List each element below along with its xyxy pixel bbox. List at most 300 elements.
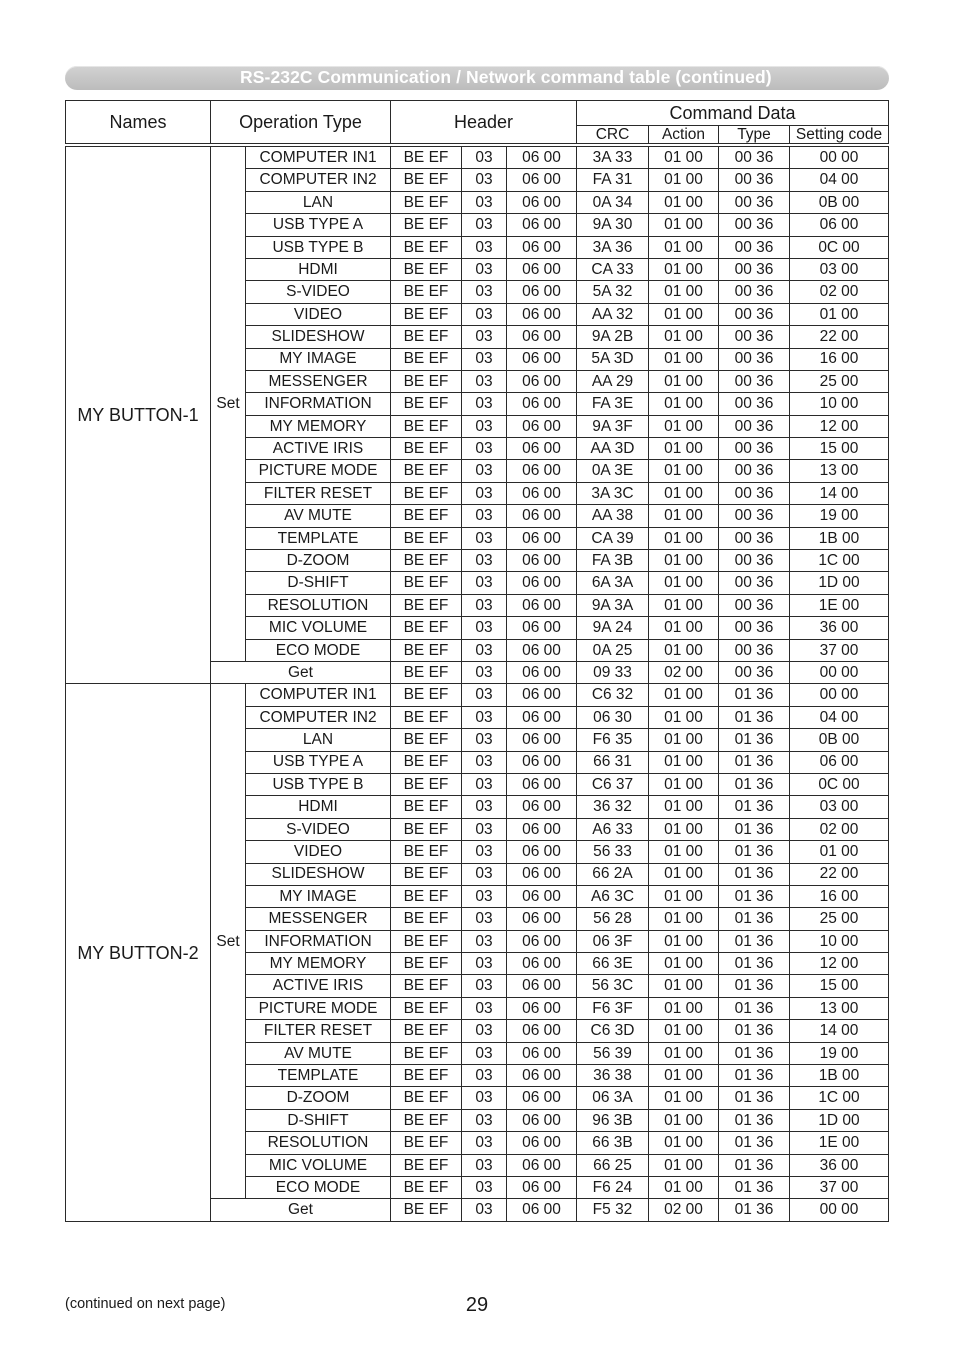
header-byte-2: 03	[462, 370, 507, 392]
action-cell: 01 00	[649, 773, 719, 795]
header-byte-1: BE EF	[391, 841, 462, 863]
action-cell: 01 00	[649, 460, 719, 482]
action-cell: 01 00	[649, 527, 719, 549]
header-byte-2: 03	[462, 975, 507, 997]
header-byte-1: BE EF	[391, 796, 462, 818]
command-table	[65, 100, 889, 1222]
header-byte-2: 03	[462, 393, 507, 415]
group-name: MY BUTTON-2	[66, 684, 211, 1221]
action-cell: 01 00	[649, 281, 719, 303]
action-cell: 01 00	[649, 818, 719, 840]
header-byte-2: 03	[462, 236, 507, 258]
continued-note: (continued on next page)	[65, 1296, 226, 1312]
setting-code-cell: 22 00	[790, 326, 889, 348]
setting-code-cell: 22 00	[790, 863, 889, 885]
setting-code-cell: 0B 00	[790, 729, 889, 751]
type-cell: 01 36	[719, 841, 790, 863]
type-cell: 00 36	[719, 147, 790, 169]
header-byte-3: 06 00	[507, 773, 577, 795]
type-cell: 01 36	[719, 818, 790, 840]
header-byte-3: 06 00	[507, 1199, 577, 1221]
header-byte-3: 06 00	[507, 684, 577, 706]
item-name: HDMI	[246, 796, 391, 818]
crc-cell: 9A 3F	[577, 415, 649, 437]
crc-cell: 9A 2B	[577, 326, 649, 348]
action-cell: 01 00	[649, 594, 719, 616]
header-byte-3: 06 00	[507, 953, 577, 975]
header-byte-2: 03	[462, 303, 507, 325]
action-cell: 01 00	[649, 370, 719, 392]
crc-cell: 3A 33	[577, 147, 649, 169]
header-byte-2: 03	[462, 191, 507, 213]
setting-code-cell: 36 00	[790, 617, 889, 639]
header-byte-2: 03	[462, 482, 507, 504]
crc-cell: 0A 25	[577, 639, 649, 661]
header-byte-2: 03	[462, 639, 507, 661]
action-cell: 01 00	[649, 1065, 719, 1087]
setting-code-cell: 15 00	[790, 438, 889, 460]
header-byte-1: BE EF	[391, 930, 462, 952]
header-byte-1: BE EF	[391, 527, 462, 549]
setting-code-cell: 16 00	[790, 348, 889, 370]
type-cell: 00 36	[719, 191, 790, 213]
header-byte-3: 06 00	[507, 1109, 577, 1131]
operation-set-label: Set	[211, 684, 246, 1199]
table-body	[66, 147, 889, 1222]
header-byte-2: 03	[462, 505, 507, 527]
setting-code-cell: 00 00	[790, 147, 889, 169]
item-name: MY IMAGE	[246, 885, 391, 907]
action-cell: 01 00	[649, 326, 719, 348]
type-cell: 01 36	[719, 908, 790, 930]
item-name: SLIDESHOW	[246, 326, 391, 348]
action-cell: 01 00	[649, 258, 719, 280]
header-byte-1: BE EF	[391, 1176, 462, 1198]
crc-cell: 06 30	[577, 706, 649, 728]
header-byte-1: BE EF	[391, 1065, 462, 1087]
crc-cell: FA 31	[577, 169, 649, 191]
type-cell: 00 36	[719, 438, 790, 460]
header-byte-2: 03	[462, 729, 507, 751]
header-byte-3: 06 00	[507, 594, 577, 616]
crc-cell: 66 2A	[577, 863, 649, 885]
header-byte-1: BE EF	[391, 281, 462, 303]
item-name: FILTER RESET	[246, 482, 391, 504]
type-cell: 00 36	[719, 214, 790, 236]
header-byte-3: 06 00	[507, 415, 577, 437]
item-name: RESOLUTION	[246, 1132, 391, 1154]
setting-code-cell: 12 00	[790, 415, 889, 437]
action-cell: 01 00	[649, 482, 719, 504]
header-byte-1: BE EF	[391, 348, 462, 370]
item-name: MESSENGER	[246, 908, 391, 930]
header-byte-1: BE EF	[391, 594, 462, 616]
header-setting-code: Setting code	[790, 126, 889, 144]
action-cell: 01 00	[649, 751, 719, 773]
header-byte-2: 03	[462, 594, 507, 616]
header-byte-3: 06 00	[507, 348, 577, 370]
action-cell: 01 00	[649, 1109, 719, 1131]
type-cell: 01 36	[719, 1199, 790, 1221]
type-cell: 01 36	[719, 1042, 790, 1064]
header-byte-2: 03	[462, 460, 507, 482]
setting-code-cell: 1D 00	[790, 1109, 889, 1131]
action-cell: 01 00	[649, 684, 719, 706]
type-cell: 00 36	[719, 617, 790, 639]
setting-code-cell: 1E 00	[790, 1132, 889, 1154]
header-byte-3: 06 00	[507, 438, 577, 460]
header-byte-2: 03	[462, 706, 507, 728]
header-byte-3: 06 00	[507, 482, 577, 504]
setting-code-cell: 00 00	[790, 684, 889, 706]
item-name: S-VIDEO	[246, 818, 391, 840]
table-header	[66, 101, 889, 147]
crc-cell: 9A 30	[577, 214, 649, 236]
item-name: MIC VOLUME	[246, 617, 391, 639]
type-cell: 00 36	[719, 326, 790, 348]
operation-get-label: Get	[211, 1199, 391, 1221]
item-name: VIDEO	[246, 841, 391, 863]
banner-title: RS-232C Communication / Network command table (continued)	[240, 67, 772, 87]
type-cell: 01 36	[719, 1109, 790, 1131]
header-byte-2: 03	[462, 281, 507, 303]
header-byte-3: 06 00	[507, 908, 577, 930]
item-name: USB TYPE A	[246, 751, 391, 773]
setting-code-cell: 02 00	[790, 818, 889, 840]
header-byte-1: BE EF	[391, 415, 462, 437]
type-cell: 00 36	[719, 594, 790, 616]
header-action: Action	[649, 126, 719, 144]
header-byte-3: 06 00	[507, 885, 577, 907]
header-byte-3: 06 00	[507, 572, 577, 594]
setting-code-cell: 15 00	[790, 975, 889, 997]
header-byte-3: 06 00	[507, 1042, 577, 1064]
item-name: AV MUTE	[246, 505, 391, 527]
setting-code-cell: 0B 00	[790, 191, 889, 213]
setting-code-cell: 10 00	[790, 930, 889, 952]
header-byte-3: 06 00	[507, 258, 577, 280]
action-cell: 01 00	[649, 796, 719, 818]
action-cell: 01 00	[649, 997, 719, 1019]
header-byte-2: 03	[462, 572, 507, 594]
action-cell: 01 00	[649, 975, 719, 997]
table-row	[66, 684, 889, 706]
action-cell: 01 00	[649, 214, 719, 236]
header-byte-3: 06 00	[507, 1154, 577, 1176]
header-byte-3: 06 00	[507, 975, 577, 997]
item-name: D-ZOOM	[246, 550, 391, 572]
header-byte-1: BE EF	[391, 751, 462, 773]
type-cell: 00 36	[719, 661, 790, 683]
crc-cell: C6 37	[577, 773, 649, 795]
header-byte-2: 03	[462, 415, 507, 437]
header-byte-2: 03	[462, 773, 507, 795]
header-byte-2: 03	[462, 1199, 507, 1221]
setting-code-cell: 1E 00	[790, 594, 889, 616]
setting-code-cell: 12 00	[790, 953, 889, 975]
item-name: ACTIVE IRIS	[246, 438, 391, 460]
action-cell: 01 00	[649, 191, 719, 213]
header-byte-2: 03	[462, 326, 507, 348]
item-name: AV MUTE	[246, 1042, 391, 1064]
crc-cell: 5A 32	[577, 281, 649, 303]
header-names: Names	[66, 101, 211, 144]
header-byte-2: 03	[462, 751, 507, 773]
setting-code-cell: 06 00	[790, 214, 889, 236]
header-byte-3: 06 00	[507, 930, 577, 952]
item-name: MY MEMORY	[246, 415, 391, 437]
header-byte-1: BE EF	[391, 169, 462, 191]
header-byte-1: BE EF	[391, 729, 462, 751]
setting-code-cell: 25 00	[790, 908, 889, 930]
header-byte-1: BE EF	[391, 617, 462, 639]
header-byte-2: 03	[462, 1065, 507, 1087]
header-byte-2: 03	[462, 1087, 507, 1109]
page-number: 29	[465, 1294, 489, 1316]
item-name: TEMPLATE	[246, 527, 391, 549]
type-cell: 01 36	[719, 1154, 790, 1176]
type-cell: 01 36	[719, 706, 790, 728]
header-header: Header	[391, 101, 577, 144]
type-cell: 01 36	[719, 729, 790, 751]
crc-cell: 56 33	[577, 841, 649, 863]
crc-cell: C6 32	[577, 684, 649, 706]
action-cell: 01 00	[649, 908, 719, 930]
setting-code-cell: 06 00	[790, 751, 889, 773]
header-byte-2: 03	[462, 796, 507, 818]
crc-cell: 5A 3D	[577, 348, 649, 370]
header-byte-3: 06 00	[507, 1087, 577, 1109]
crc-cell: CA 39	[577, 527, 649, 549]
setting-code-cell: 04 00	[790, 169, 889, 191]
header-byte-3: 06 00	[507, 505, 577, 527]
action-cell: 01 00	[649, 1154, 719, 1176]
header-byte-3: 06 00	[507, 303, 577, 325]
header-byte-3: 06 00	[507, 191, 577, 213]
crc-cell: 66 3B	[577, 1132, 649, 1154]
type-cell: 00 36	[719, 527, 790, 549]
header-byte-3: 06 00	[507, 1132, 577, 1154]
crc-cell: 9A 24	[577, 617, 649, 639]
header-byte-1: BE EF	[391, 773, 462, 795]
setting-code-cell: 0C 00	[790, 236, 889, 258]
setting-code-cell: 03 00	[790, 258, 889, 280]
header-byte-2: 03	[462, 684, 507, 706]
header-byte-1: BE EF	[391, 214, 462, 236]
setting-code-cell: 00 00	[790, 1199, 889, 1221]
header-byte-3: 06 00	[507, 281, 577, 303]
item-name: VIDEO	[246, 303, 391, 325]
header-byte-3: 06 00	[507, 863, 577, 885]
crc-cell: 56 28	[577, 908, 649, 930]
header-byte-3: 06 00	[507, 169, 577, 191]
item-name: PICTURE MODE	[246, 460, 391, 482]
header-byte-2: 03	[462, 348, 507, 370]
header-byte-3: 06 00	[507, 236, 577, 258]
item-name: COMPUTER IN2	[246, 706, 391, 728]
crc-cell: F6 35	[577, 729, 649, 751]
header-byte-2: 03	[462, 908, 507, 930]
setting-code-cell: 1C 00	[790, 550, 889, 572]
header-byte-1: BE EF	[391, 438, 462, 460]
item-name: INFORMATION	[246, 930, 391, 952]
header-byte-2: 03	[462, 661, 507, 683]
header-byte-1: BE EF	[391, 953, 462, 975]
setting-code-cell: 14 00	[790, 482, 889, 504]
setting-code-cell: 19 00	[790, 505, 889, 527]
header-byte-3: 06 00	[507, 639, 577, 661]
crc-cell: A6 3C	[577, 885, 649, 907]
item-name: D-SHIFT	[246, 1109, 391, 1131]
setting-code-cell: 00 00	[790, 661, 889, 683]
setting-code-cell: 16 00	[790, 885, 889, 907]
action-cell: 01 00	[649, 841, 719, 863]
header-byte-3: 06 00	[507, 393, 577, 415]
item-name: FILTER RESET	[246, 1020, 391, 1042]
crc-cell: 09 33	[577, 661, 649, 683]
crc-cell: 0A 3E	[577, 460, 649, 482]
action-cell: 01 00	[649, 438, 719, 460]
header-byte-1: BE EF	[391, 1020, 462, 1042]
crc-cell: 9A 3A	[577, 594, 649, 616]
header-byte-2: 03	[462, 147, 507, 169]
action-cell: 01 00	[649, 639, 719, 661]
header-byte-1: BE EF	[391, 236, 462, 258]
setting-code-cell: 01 00	[790, 841, 889, 863]
header-byte-2: 03	[462, 953, 507, 975]
type-cell: 01 36	[719, 930, 790, 952]
type-cell: 00 36	[719, 370, 790, 392]
crc-cell: 66 25	[577, 1154, 649, 1176]
crc-cell: C6 3D	[577, 1020, 649, 1042]
type-cell: 01 36	[719, 1132, 790, 1154]
action-cell: 01 00	[649, 729, 719, 751]
header-byte-1: BE EF	[391, 1154, 462, 1176]
header-byte-3: 06 00	[507, 661, 577, 683]
action-cell: 01 00	[649, 169, 719, 191]
type-cell: 01 36	[719, 1087, 790, 1109]
header-byte-1: BE EF	[391, 684, 462, 706]
item-name: TEMPLATE	[246, 1065, 391, 1087]
item-name: ECO MODE	[246, 639, 391, 661]
type-cell: 01 36	[719, 751, 790, 773]
action-cell: 01 00	[649, 863, 719, 885]
header-byte-3: 06 00	[507, 326, 577, 348]
setting-code-cell: 10 00	[790, 393, 889, 415]
type-cell: 00 36	[719, 415, 790, 437]
header-byte-3: 06 00	[507, 147, 577, 169]
header-byte-1: BE EF	[391, 147, 462, 169]
item-name: MY IMAGE	[246, 348, 391, 370]
header-byte-1: BE EF	[391, 639, 462, 661]
type-cell: 00 36	[719, 550, 790, 572]
header-byte-3: 06 00	[507, 706, 577, 728]
operation-get-label: Get	[211, 661, 391, 683]
action-cell: 01 00	[649, 1176, 719, 1198]
crc-cell: 06 3F	[577, 930, 649, 952]
action-cell: 01 00	[649, 617, 719, 639]
item-name: ACTIVE IRIS	[246, 975, 391, 997]
header-byte-1: BE EF	[391, 258, 462, 280]
type-cell: 00 36	[719, 281, 790, 303]
type-cell: 00 36	[719, 348, 790, 370]
header-byte-2: 03	[462, 1042, 507, 1064]
header-byte-1: BE EF	[391, 482, 462, 504]
header-byte-2: 03	[462, 617, 507, 639]
header-byte-2: 03	[462, 214, 507, 236]
crc-cell: 0A 34	[577, 191, 649, 213]
crc-cell: F6 3F	[577, 997, 649, 1019]
crc-cell: 66 31	[577, 751, 649, 773]
header-byte-1: BE EF	[391, 1109, 462, 1131]
crc-cell: F5 32	[577, 1199, 649, 1221]
header-byte-3: 06 00	[507, 751, 577, 773]
item-name: USB TYPE B	[246, 773, 391, 795]
header-byte-2: 03	[462, 841, 507, 863]
header-byte-1: BE EF	[391, 326, 462, 348]
crc-cell: 66 3E	[577, 953, 649, 975]
action-cell: 01 00	[649, 1020, 719, 1042]
header-byte-1: BE EF	[391, 572, 462, 594]
setting-code-cell: 03 00	[790, 796, 889, 818]
header-byte-3: 06 00	[507, 460, 577, 482]
item-name: COMPUTER IN1	[246, 684, 391, 706]
type-cell: 00 36	[719, 639, 790, 661]
type-cell: 01 36	[719, 997, 790, 1019]
header-byte-3: 06 00	[507, 1176, 577, 1198]
type-cell: 00 36	[719, 482, 790, 504]
type-cell: 00 36	[719, 460, 790, 482]
type-cell: 01 36	[719, 1065, 790, 1087]
item-name: SLIDESHOW	[246, 863, 391, 885]
header-byte-1: BE EF	[391, 191, 462, 213]
setting-code-cell: 25 00	[790, 370, 889, 392]
header-byte-2: 03	[462, 1109, 507, 1131]
action-cell: 01 00	[649, 706, 719, 728]
setting-code-cell: 14 00	[790, 1020, 889, 1042]
header-byte-3: 06 00	[507, 796, 577, 818]
item-name: LAN	[246, 191, 391, 213]
crc-cell: 36 32	[577, 796, 649, 818]
action-cell: 01 00	[649, 1087, 719, 1109]
action-cell: 01 00	[649, 953, 719, 975]
item-name: D-SHIFT	[246, 572, 391, 594]
type-cell: 01 36	[719, 975, 790, 997]
item-name: COMPUTER IN2	[246, 169, 391, 191]
crc-cell: AA 32	[577, 303, 649, 325]
crc-cell: 6A 3A	[577, 572, 649, 594]
setting-code-cell: 37 00	[790, 639, 889, 661]
header-byte-3: 06 00	[507, 729, 577, 751]
header-byte-3: 06 00	[507, 818, 577, 840]
section-banner	[65, 66, 889, 90]
item-name: ECO MODE	[246, 1176, 391, 1198]
group-name: MY BUTTON-1	[66, 147, 211, 684]
item-name: PICTURE MODE	[246, 997, 391, 1019]
header-byte-1: BE EF	[391, 975, 462, 997]
header-byte-1: BE EF	[391, 505, 462, 527]
header-byte-1: BE EF	[391, 706, 462, 728]
header-byte-2: 03	[462, 863, 507, 885]
crc-cell: 56 3C	[577, 975, 649, 997]
header-byte-1: BE EF	[391, 997, 462, 1019]
header-byte-1: BE EF	[391, 863, 462, 885]
item-name: USB TYPE B	[246, 236, 391, 258]
header-byte-2: 03	[462, 930, 507, 952]
header-byte-2: 03	[462, 885, 507, 907]
crc-cell: CA 33	[577, 258, 649, 280]
crc-cell: 3A 3C	[577, 482, 649, 504]
